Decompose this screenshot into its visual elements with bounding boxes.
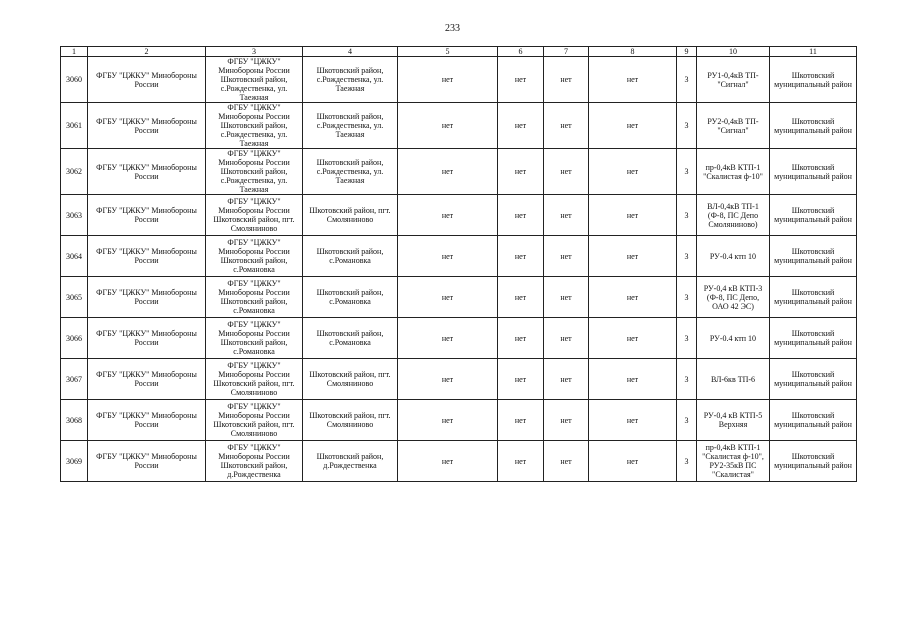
table-cell [544, 103, 589, 149]
table-cell [544, 57, 589, 103]
cell-text: нет [560, 167, 572, 176]
cell-text: 3062 [66, 167, 82, 176]
table-cell [88, 359, 206, 400]
cell-text: нет [441, 456, 454, 466]
table-cell [589, 103, 677, 149]
table-cell [206, 103, 303, 149]
table-cell [88, 318, 206, 359]
cell-text: нет [560, 292, 572, 302]
table-cell [88, 149, 206, 195]
cell-text: ФГБУ "ЦЖКУ" Минобороны России Шкотовский район, с.Романовка [218, 238, 290, 274]
table-body [61, 57, 857, 482]
cell-text: ФГБУ "ЦЖКУ" Минобороны России [96, 70, 197, 89]
table-cell [398, 441, 498, 482]
table-cell [206, 359, 303, 400]
table-cell [398, 400, 498, 441]
table-cell [770, 149, 857, 195]
table-cell [61, 400, 88, 441]
cell-text: ФГБУ "ЦЖКУ" Минобороны России Шкотовский район, пгт. Смоляниново [213, 402, 295, 438]
table-cell [770, 441, 857, 482]
table-cell [677, 359, 697, 400]
cell-text: нет [626, 292, 639, 302]
cell-text: нет [626, 167, 639, 176]
cell-text: 3 [684, 251, 689, 261]
cell-text: нет [626, 333, 639, 343]
cell-text: нет [514, 333, 527, 343]
cell-text: 3060 [66, 75, 82, 84]
table-cell [498, 149, 544, 195]
cell-text: нет [560, 210, 572, 220]
cell-text: 3061 [66, 121, 82, 130]
cell-text: ФГБУ "ЦЖКУ" Минобороны России Шкотовский район, с.Романовка [218, 279, 290, 315]
cell-text: 3 [684, 167, 689, 176]
table-cell [770, 57, 857, 103]
cell-text: Шкотовский район, с.Рождественка, ул. Таежная [316, 112, 384, 139]
table-row [61, 149, 857, 195]
cell-text: нет [514, 251, 527, 261]
table-cell [498, 57, 544, 103]
cell-text: РУ-0.4 ктп 10 [709, 251, 757, 261]
table-cell [544, 236, 589, 277]
table-cell [398, 103, 498, 149]
table-cell [88, 441, 206, 482]
cell-text: ФГБУ "ЦЖКУ" Минобороны России Шкотовский район, с.Романовка [218, 320, 290, 356]
table-cell [589, 441, 677, 482]
cell-text: нет [560, 333, 572, 343]
table-cell [770, 103, 857, 149]
table-cell [697, 318, 770, 359]
table-cell [498, 236, 544, 277]
cell-text: ФГБУ "ЦЖКУ" Минобороны России [96, 329, 197, 347]
cell-text: ФГБУ "ЦЖКУ" Минобороны России Шкотовский район, с.Рождественка, ул. Таежная [218, 103, 290, 148]
table-cell [398, 236, 498, 277]
column-header: 2 [88, 47, 206, 57]
cell-text: 3 [684, 121, 689, 130]
table-cell [88, 103, 206, 149]
cell-text: 3064 [66, 251, 82, 261]
table-cell [677, 195, 697, 236]
table-row [61, 103, 857, 149]
cell-text: нет [441, 251, 454, 261]
cell-text: ФГБУ "ЦЖКУ" Минобороны России [96, 162, 197, 181]
cell-text: ФГБУ "ЦЖКУ" Минобороны России [96, 288, 197, 306]
cell-text: ФГБУ "ЦЖКУ" Минобороны России Шкотовский район, д.Рождественка [218, 443, 290, 479]
table-cell [770, 195, 857, 236]
table-cell [697, 359, 770, 400]
cell-text: Шкотовский муниципальный район [774, 162, 852, 181]
table-cell [697, 236, 770, 277]
cell-text: ФГБУ "ЦЖКУ" Минобороны России [96, 247, 197, 265]
cell-text: Шкотовский муниципальный район [774, 206, 852, 224]
table-cell [398, 149, 498, 195]
table-row [61, 57, 857, 103]
table-cell [544, 318, 589, 359]
table-cell [61, 318, 88, 359]
table-cell [589, 400, 677, 441]
table-cell [498, 277, 544, 318]
table-header [61, 47, 857, 57]
cell-text: Шкотовский муниципальный район [774, 247, 852, 265]
cell-text: Шкотовский район, с.Рождественка, ул. Таежная [316, 66, 384, 93]
cell-text: нет [626, 374, 639, 384]
cell-text: нет [441, 210, 454, 220]
table-row [61, 318, 857, 359]
table-cell [697, 195, 770, 236]
page-number: 233 [445, 23, 460, 34]
cell-text: пр-0,4кВ КТП-1 "Скалистая ф-10" [703, 162, 763, 181]
cell-text: нет [514, 210, 527, 220]
table-cell [88, 277, 206, 318]
column-header: 10 [697, 47, 770, 57]
cell-text: РУ-0.4 ктп 10 [709, 333, 757, 343]
cell-text: Шкотовский район, с.Романовка [316, 288, 384, 306]
cell-text: Шкотовский район, пгт. Смоляниново [309, 206, 391, 224]
cell-text: нет [514, 121, 527, 130]
table-cell [697, 400, 770, 441]
cell-text: Шкотовский район, пгт. Смоляниново [309, 411, 391, 429]
cell-text: нет [514, 167, 527, 176]
table-cell [303, 195, 398, 236]
column-header: 6 [498, 47, 544, 57]
table-cell [303, 359, 398, 400]
table-cell [88, 400, 206, 441]
cell-text: ФГБУ "ЦЖКУ" Минобороны России [96, 370, 197, 388]
column-header: 11 [770, 47, 857, 57]
cell-text: Шкотовский район, пгт. Смоляниново [309, 370, 391, 388]
table-cell [498, 441, 544, 482]
table-cell [544, 277, 589, 318]
cell-text: нет [560, 456, 572, 466]
table-cell [544, 359, 589, 400]
cell-text: 3063 [66, 210, 82, 220]
cell-text: 3065 [66, 292, 82, 302]
table-cell [697, 441, 770, 482]
cell-text: 3 [684, 292, 689, 302]
cell-text: Шкотовский муниципальный район [774, 370, 852, 388]
table-cell [206, 400, 303, 441]
cell-text: ФГБУ "ЦЖКУ" Минобороны России Шкотовский район, пгт. Смоляниново [213, 361, 295, 397]
cell-text: Шкотовский муниципальный район [774, 116, 852, 135]
table-cell [398, 359, 498, 400]
table-cell [303, 318, 398, 359]
cell-text: нет [560, 121, 572, 130]
cell-text: нет [560, 251, 572, 261]
table-cell [677, 103, 697, 149]
cell-text: ФГБУ "ЦЖКУ" Минобороны России [96, 452, 197, 470]
table-cell [589, 277, 677, 318]
cell-text: нет [441, 167, 454, 176]
table-cell [61, 149, 88, 195]
cell-text: 3 [684, 210, 689, 220]
table-cell [770, 318, 857, 359]
table-row [61, 441, 857, 482]
cell-text: 3 [684, 333, 689, 343]
cell-text: нет [441, 75, 454, 84]
table-cell [770, 400, 857, 441]
table-cell [697, 57, 770, 103]
table-cell [544, 400, 589, 441]
cell-text: ФГБУ "ЦЖКУ" Минобороны России Шкотовский район, с.Рождественка, ул. Таежная [218, 57, 290, 102]
table-cell [206, 195, 303, 236]
table-cell [206, 236, 303, 277]
table-cell [589, 149, 677, 195]
cell-text: нет [560, 415, 572, 425]
table-cell [697, 149, 770, 195]
table-cell [303, 103, 398, 149]
cell-text: ФГБУ "ЦЖКУ" Минобороны России [96, 411, 197, 429]
table-cell [589, 236, 677, 277]
table-cell [61, 441, 88, 482]
table-cell [770, 236, 857, 277]
table-row [61, 359, 857, 400]
table-cell [677, 277, 697, 318]
table-cell [303, 441, 398, 482]
cell-text: 3069 [66, 456, 82, 466]
cell-text: РУ-0,4 кВ КТП-5 Верхняя [703, 411, 763, 429]
cell-text: Шкотовский муниципальный район [774, 411, 852, 429]
table-cell [677, 236, 697, 277]
table-cell [677, 149, 697, 195]
table-row [61, 400, 857, 441]
table-cell [498, 103, 544, 149]
cell-text: Шкотовский район, д.Рождественка [316, 452, 384, 470]
table-cell [303, 236, 398, 277]
cell-text: нет [514, 374, 527, 384]
column-header: 9 [677, 47, 697, 57]
cell-text: нет [514, 292, 527, 302]
table-cell [206, 441, 303, 482]
cell-text: нет [514, 415, 527, 425]
table-cell [770, 359, 857, 400]
table-cell [61, 57, 88, 103]
table-cell [544, 195, 589, 236]
table-cell [61, 277, 88, 318]
cell-text: ВЛ-0,4кВ ТП-1 (Ф-8, ПС Депо Смоляниново) [707, 201, 759, 229]
cell-text: 3 [684, 415, 689, 425]
cell-text: Шкотовский район, с.Романовка [316, 247, 384, 265]
table-cell [677, 57, 697, 103]
table-cell [303, 400, 398, 441]
table-cell [61, 195, 88, 236]
table-cell [61, 359, 88, 400]
cell-text: 3 [684, 75, 689, 84]
table-cell [589, 318, 677, 359]
table-cell [206, 277, 303, 318]
cell-text: нет [626, 415, 639, 425]
column-header: 1 [61, 47, 88, 57]
cell-text: РУ2-0,4кВ ТП-"Сигнал" [707, 116, 759, 135]
table-cell [697, 103, 770, 149]
table-row [61, 277, 857, 318]
table-cell [303, 149, 398, 195]
table-cell [303, 277, 398, 318]
cell-text: нет [441, 374, 454, 384]
table-cell [589, 57, 677, 103]
cell-text: нет [626, 121, 639, 130]
cell-text: 3 [684, 456, 689, 466]
cell-text: ФГБУ "ЦЖКУ" Минобороны России [96, 116, 197, 135]
table-cell [589, 195, 677, 236]
table-cell [498, 318, 544, 359]
cell-text: нет [560, 75, 572, 84]
column-header: 8 [589, 47, 677, 57]
table-cell [677, 441, 697, 482]
cell-text: 3067 [66, 374, 82, 384]
table-cell [88, 195, 206, 236]
cell-text: нет [626, 75, 639, 84]
table-cell [61, 236, 88, 277]
table-cell [398, 277, 498, 318]
cell-text: нет [626, 210, 639, 220]
cell-text: нет [626, 251, 639, 261]
cell-text: нет [514, 75, 527, 84]
table-cell [303, 57, 398, 103]
cell-text: Шкотовский муниципальный район [774, 452, 852, 470]
cell-text: нет [514, 456, 527, 466]
cell-text: нет [560, 374, 572, 384]
table-cell [206, 149, 303, 195]
column-header: 4 [303, 47, 398, 57]
cell-text: ФГБУ "ЦЖКУ" Минобороны России Шкотовский район, пгт. Смоляниново [213, 197, 295, 233]
cell-text: пр-0,4кВ КТП-1 "Скалистая ф-10", РУ2-35кВ ПС "Скалистая" [702, 443, 764, 479]
cell-text: 3 [684, 374, 689, 384]
header-row [61, 47, 857, 57]
table-cell [544, 441, 589, 482]
cell-text: 3068 [66, 415, 82, 425]
cell-text: нет [441, 292, 454, 302]
cell-text: Шкотовский район, с.Романовка [316, 329, 384, 347]
column-header: 3 [206, 47, 303, 57]
cell-text: Шкотовский муниципальный район [774, 329, 852, 347]
table-cell [206, 318, 303, 359]
table-row [61, 195, 857, 236]
cell-text: РУ1-0,4кВ ТП-"Сигнал" [707, 70, 759, 89]
table-cell [398, 57, 498, 103]
cell-text: Шкотовский муниципальный район [774, 70, 852, 89]
table-cell [589, 359, 677, 400]
table-cell [697, 277, 770, 318]
registry-table [60, 46, 857, 482]
table-cell [88, 236, 206, 277]
table-cell [88, 57, 206, 103]
table-cell [61, 103, 88, 149]
table-cell [498, 400, 544, 441]
cell-text: Шкотовский район, с.Рождественка, ул. Таежная [316, 158, 384, 185]
cell-text: 3066 [66, 333, 82, 343]
column-header: 7 [544, 47, 589, 57]
cell-text: нет [441, 333, 454, 343]
table-row [61, 236, 857, 277]
table-cell [498, 359, 544, 400]
cell-text: ВЛ-6кв ТП-6 [710, 374, 756, 384]
table-cell [677, 318, 697, 359]
table-cell [398, 318, 498, 359]
cell-text: Шкотовский муниципальный район [774, 288, 852, 306]
cell-text: нет [441, 415, 454, 425]
table-cell [544, 149, 589, 195]
table-cell [770, 277, 857, 318]
cell-text: нет [441, 121, 454, 130]
cell-text: РУ-0,4 кВ КТП-3 (Ф-8, ПС Депо, ОАО 42 ЭС) [703, 283, 763, 311]
table-cell [398, 195, 498, 236]
cell-text: нет [626, 456, 639, 466]
table-cell [677, 400, 697, 441]
table-cell [498, 195, 544, 236]
column-header: 5 [398, 47, 498, 57]
cell-text: ФГБУ "ЦЖКУ" Минобороны России [96, 206, 197, 224]
cell-text: ФГБУ "ЦЖКУ" Минобороны России Шкотовский район, с.Рождественка, ул. Таежная [218, 149, 290, 194]
table-cell [206, 57, 303, 103]
